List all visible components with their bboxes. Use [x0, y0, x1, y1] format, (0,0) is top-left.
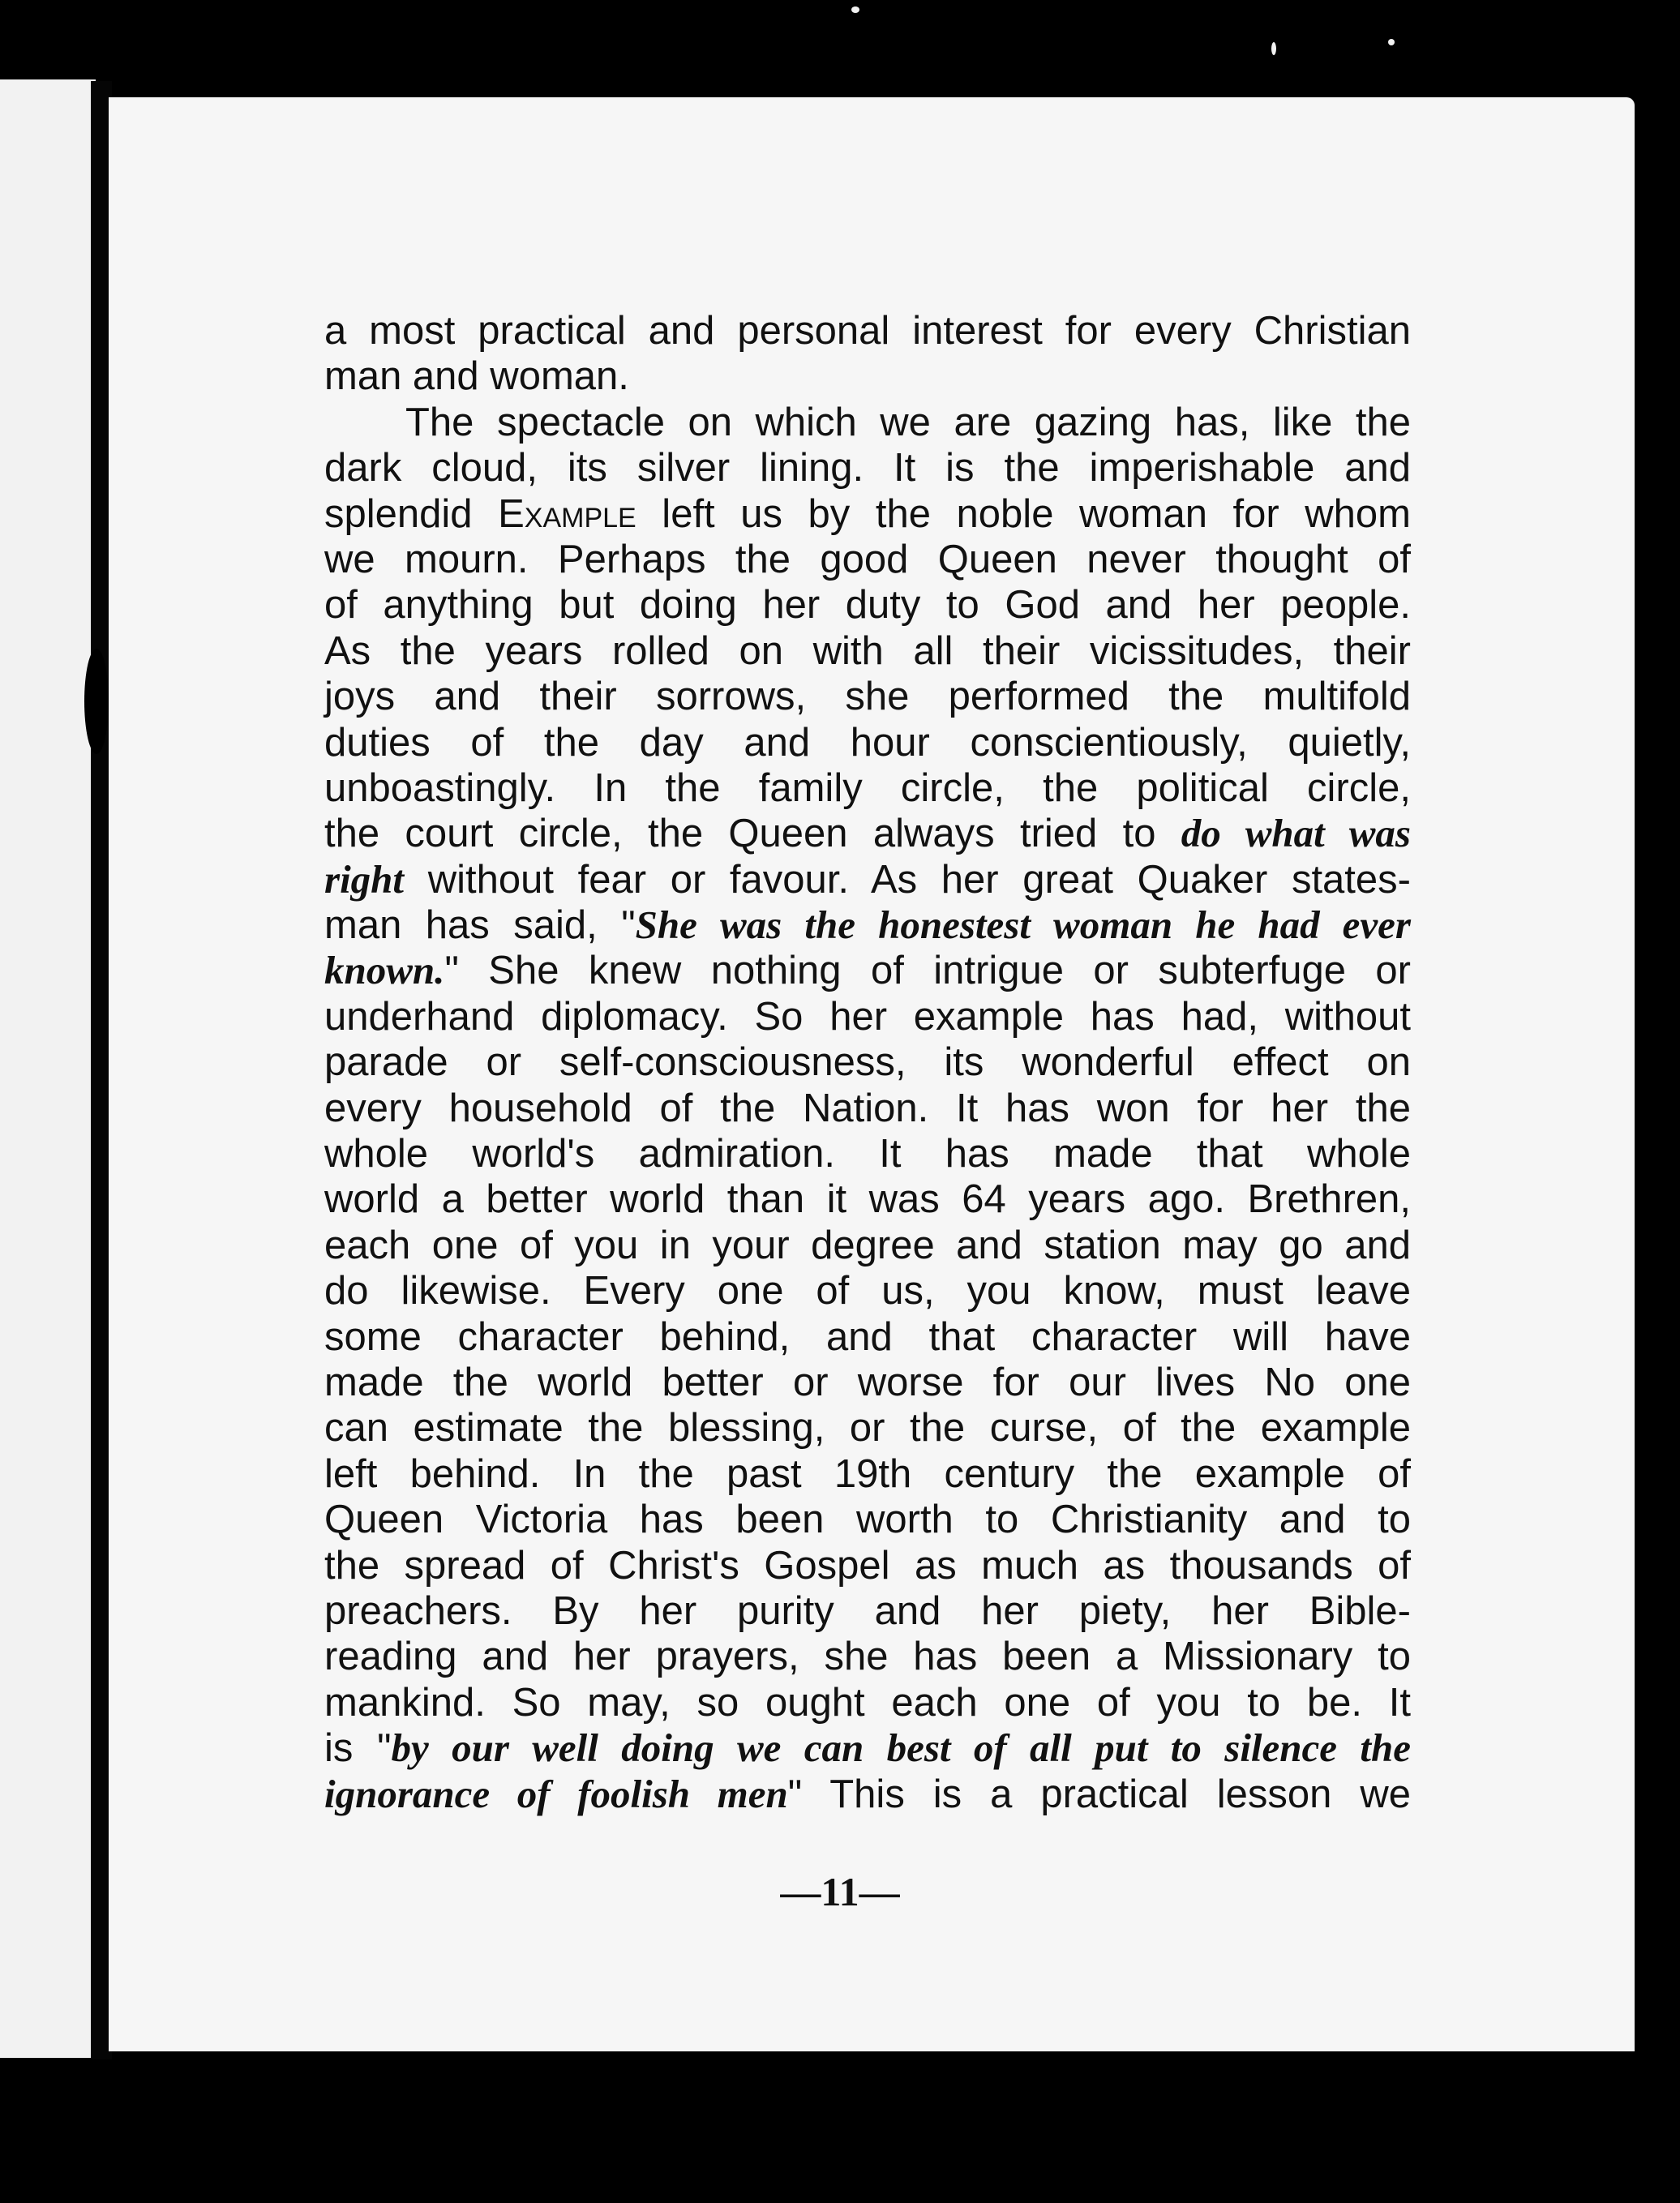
text-line [324, 1588, 1411, 1634]
text-run: each one of you in your degree and station may go and [324, 1223, 1411, 1267]
text-run: dark cloud, its silver lining. It is the imperishable and [324, 446, 1411, 491]
text-run: without fear or favour. As her great Quaker states- [404, 857, 1411, 902]
text-run: whole world's admiration. It has made that whole [324, 1132, 1411, 1177]
text-run: we mourn. Perhaps the good Queen never thought of [324, 537, 1411, 581]
text-run: joys and their sorrows, she performed the multifold [324, 675, 1411, 719]
text-line [324, 537, 1411, 582]
text-line [324, 857, 1411, 902]
facing-page-edge [0, 79, 96, 2058]
text-line [324, 1223, 1411, 1268]
text-line [324, 354, 1411, 399]
text-line [324, 674, 1411, 719]
text-line [324, 1268, 1411, 1314]
text-line [324, 1497, 1411, 1542]
text-run: is " [324, 1726, 392, 1771]
dust-speck [851, 6, 859, 13]
text-run: mankind. So may, so ought each one of you to be. It [324, 1680, 1411, 1725]
italic-text: known. [324, 948, 445, 993]
text-line [324, 1086, 1411, 1131]
text-run: do likewise. Every one of us, you know, must leave [324, 1269, 1411, 1314]
text-line [324, 1177, 1411, 1222]
text-line [324, 948, 1411, 993]
text-line [324, 902, 1411, 948]
text-run: the court circle, the Queen always tried to [324, 812, 1181, 856]
text-line [324, 1634, 1411, 1679]
text-line [324, 1680, 1411, 1725]
italic-text: ignorance of foolish men [324, 1771, 788, 1816]
text-line [324, 1039, 1411, 1085]
text-run: duties of the day and hour conscientiously, quietly, [324, 720, 1411, 765]
text-run: The spectacle on which we are gazing has, like the [405, 400, 1411, 444]
text-run: every household of the Nation. It has won for her the [324, 1086, 1411, 1130]
text-line [324, 582, 1411, 628]
text-line [324, 765, 1411, 811]
text-run: parade or self-consciousness, its wonderful effect on [324, 1040, 1411, 1085]
text-run: " She knew nothing of intrigue or subterfuge or [444, 949, 1411, 993]
text-run: " This is a practical lesson we [787, 1772, 1411, 1816]
text-run: reading and her prayers, she has been a Missionary to [324, 1635, 1411, 1679]
text-run: some character behind, and that character will have [324, 1314, 1411, 1359]
text-line [324, 308, 1411, 354]
text-run: made the world better or worse for our lives No one [324, 1360, 1411, 1404]
text-line [324, 491, 1411, 537]
text-run: Queen Victoria has been worth to Christianity and to [324, 1498, 1411, 1542]
text-line [324, 1131, 1411, 1177]
italic-text: by our well doing we can best of all put to silence the [391, 1725, 1411, 1771]
text-run: underhand diplomacy. So her example has had, without [324, 994, 1411, 1039]
text-run: preachers. By her purity and her piety, her Bible- [324, 1588, 1411, 1633]
text-run: of anything but doing her duty to God and her people. [324, 583, 1411, 628]
gutter-shadow [84, 649, 109, 754]
text-run: can estimate the blessing, or the curse, of the example [324, 1406, 1411, 1451]
text-line [324, 1772, 1411, 1817]
text-run: left behind. In the past 19th century the example of [324, 1451, 1411, 1496]
text-line [324, 1314, 1411, 1360]
text-line [324, 720, 1411, 765]
text-run: the spread of Christ's Gospel as much as thousands of [324, 1543, 1411, 1588]
dust-speck [1271, 42, 1276, 55]
small-caps-text: Example [498, 491, 636, 536]
text-run: man and woman. [324, 354, 629, 399]
page-body-text [324, 308, 1411, 1817]
italic-text: do what was [1181, 811, 1411, 856]
page-number: —11— [780, 1869, 900, 1914]
text-line [324, 1543, 1411, 1588]
text-line [324, 445, 1411, 491]
text-run: man has said, " [324, 903, 636, 948]
text-run: left us by the noble woman for whom [636, 491, 1411, 536]
text-line [324, 1725, 1411, 1771]
italic-text: She was the honestest woman he had ever [635, 902, 1411, 948]
text-line [324, 811, 1411, 856]
text-run: splendid [324, 491, 499, 536]
text-line [324, 628, 1411, 674]
text-run: a most practical and personal interest for every Christian [324, 309, 1411, 353]
text-line [324, 400, 1411, 445]
text-line [324, 1405, 1411, 1451]
text-line [324, 994, 1411, 1039]
text-run: As the years rolled on with all their vicissitudes, their [324, 628, 1411, 673]
italic-text: right [324, 856, 405, 902]
dust-speck [1388, 39, 1395, 45]
text-run: world a better world than it was 64 years ago. Brethren, [324, 1177, 1411, 1222]
text-line [324, 1451, 1411, 1497]
text-run: unboastingly. In the family circle, the political circle, [324, 765, 1411, 810]
text-line [324, 1360, 1411, 1405]
